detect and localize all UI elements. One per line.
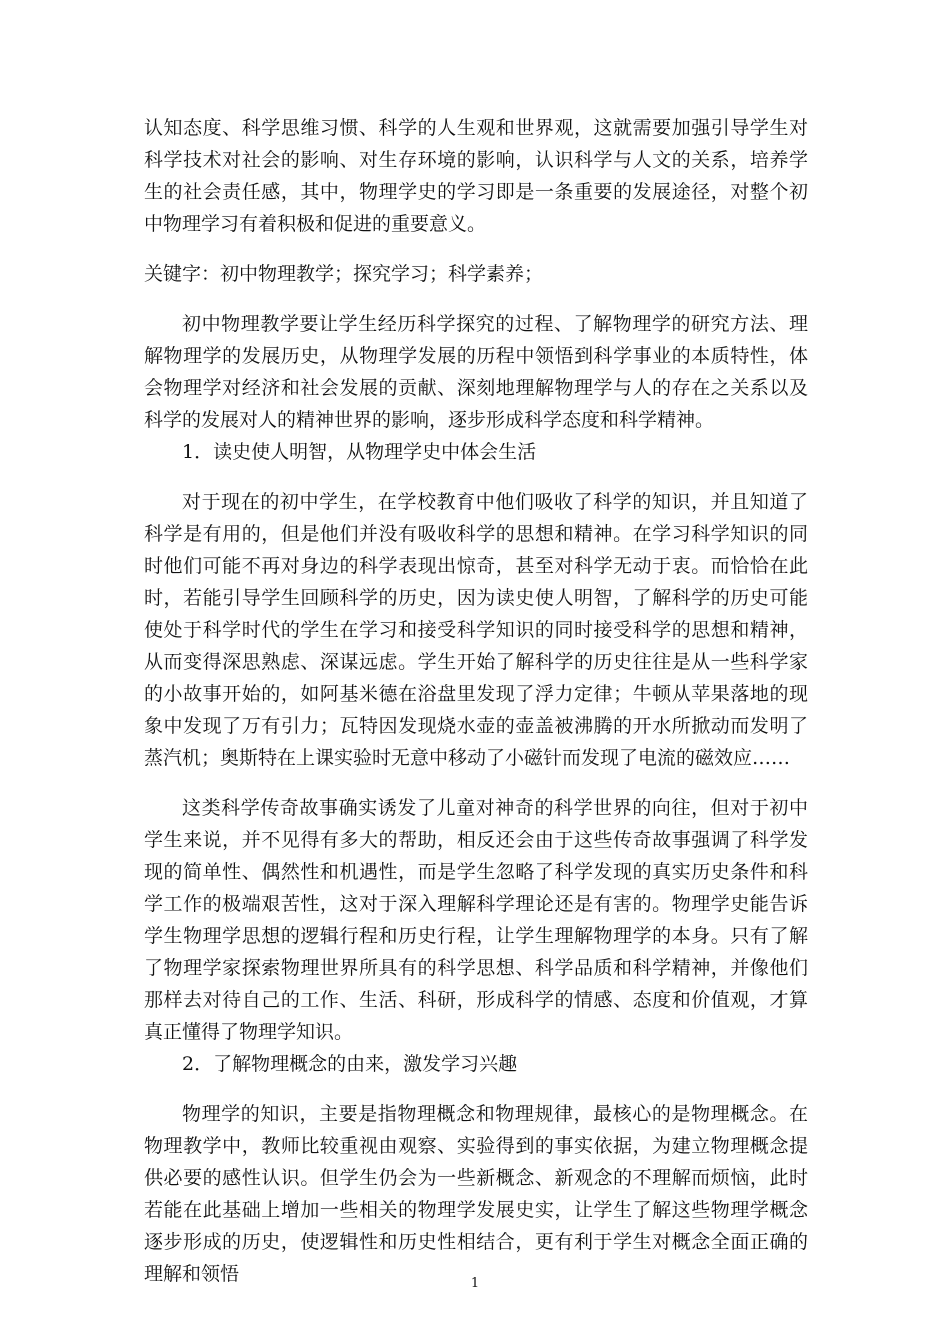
paragraph-2: 对于现在的初中学生，在学校教育中他们吸收了科学的知识，并且知道了科学是有用的，但是他们并没有吸收科学的思想和精神。在学习科学知识的同时他们可能不再对身边的科学表现出惊奇，甚至对科学无动于衷。而恰恰在此时，若能引导学生回顾科学的历史，因为读史使人明智，了解科学的历史可能使处于科学时代的学生在学习和接受科学知识的同时接受科学的思想和精神，从而变得深思熟虑、深谋远虑。学生开始了解科学的历史往往是从一些科学家的小故事开始的，如阿基米德在浴盘里发现了浮力定律；牛顿从苹果落地的现象中发现了万有引力；瓦特因发现烧水壶的壶盖被沸腾的开水所掀动而发明了蒸汽机；奥斯特在上课实验时无意中移动了小磁针而发现了电流的磁效应…… [144,491,808,769]
section-heading-2: 2．了解物理概念的由来，激发学习兴趣 [182,1053,518,1075]
paragraph-1: 初中物理教学要让学生经历科学探究的过程、了解物理学的研究方法、理解物理学的发展历史，从物理学发展的历程中领悟到科学事业的本质特性，体会物理学对经济和社会发展的贡献、深刻地理解物理学与人的存在之关系以及科学的发展对人的精神世界的影响，逐步形成科学态度和科学精神。 [144,313,808,431]
keywords-line: 关键字：初中物理教学；探究学习；科学素养； [144,263,544,285]
paragraph-3: 这类科学传奇故事确实诱发了儿童对神奇的科学世界的向往，但对于初中学生来说，并不见得有多大的帮助，相反还会由于这些传奇故事强调了科学发现的简单性、偶然性和机遇性，而是学生忽略了科学发现的真实历史条件和科学工作的极端艰苦性，这对于深入理解科学理论还是有害的。物理学史能告诉学生物理学思想的逻辑行程和历史行程，让学生理解物理学的本身。只有了解了物理学家探索物理世界所具有的科学思想、科学品质和科学精神，并像他们那样去对待自己的工作、生活、科研，形成科学的情感、态度和价值观，才算真正懂得了物理学知识。 [144,797,808,1043]
section-heading-1: 1．读史使人明智，从物理学史中体会生活 [182,441,537,463]
intro-paragraph: 认知态度、科学思维习惯、科学的人生观和世界观，这就需要加强引导学生对科学技术对社会的影响、对生存环境的影响，认识科学与人文的关系，培养学生的社会责任感，其中，物理学史的学习即是一条重要的发展途径，对整个初中物理学习有着积极和促进的重要意义。 [144,117,808,235]
document-body [144,112,808,1290]
paragraph-4: 物理学的知识，主要是指物理概念和物理规律，最核心的是物理概念。在物理教学中，教师比较重视由观察、实验得到的事实依据，为建立物理概念提供必要的感性认识。但学生仍会为一些新概念、新观念的不理解而烦恼，此时若能在此基础上增加一些相关的物理学发展史实，让学生了解这些物理学概念逐步形成的历史，使逻辑性和历史性相结合，更有利于学生对概念全面正确的理解和领悟 [144,1103,808,1285]
page-number: 1 [470,1276,480,1291]
